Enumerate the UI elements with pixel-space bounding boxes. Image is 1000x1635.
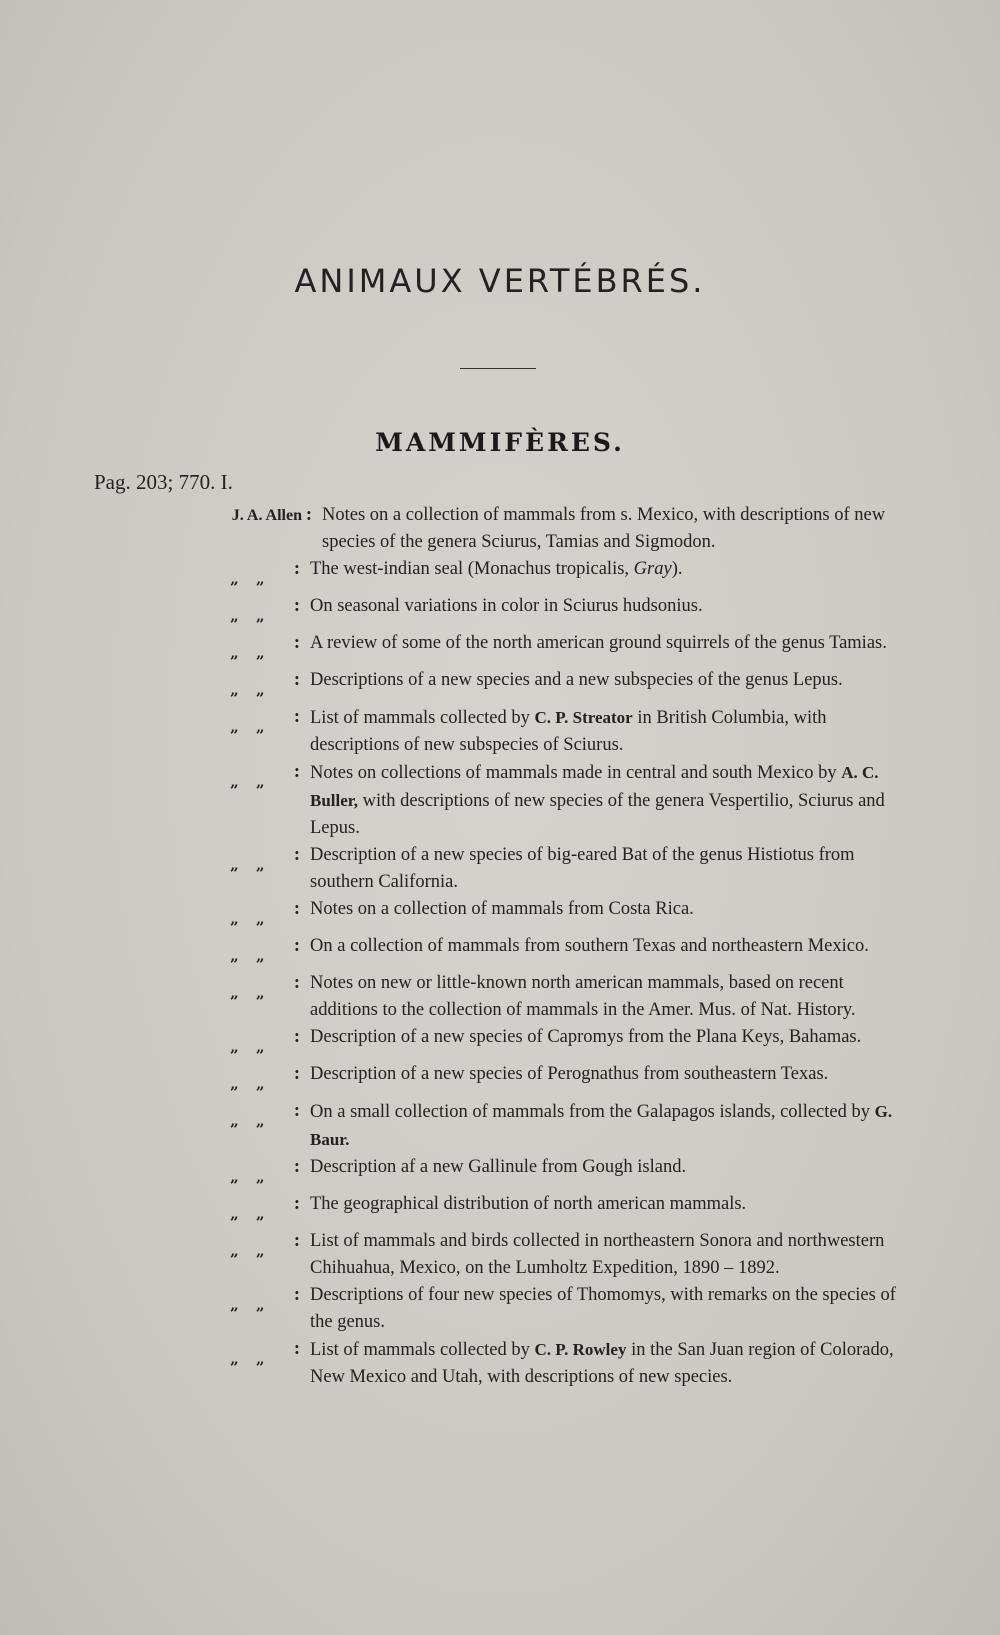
ditto-mark: „ (256, 773, 264, 791)
bibliography-entry (90, 556, 910, 593)
ditto-marks (90, 667, 290, 704)
bibliography-entry (90, 630, 910, 667)
bibliography-entry (90, 1282, 910, 1336)
ditto-mark: „ (230, 1038, 238, 1056)
section-heading: MAMMIFÈRES. (375, 428, 625, 457)
ditto-mark: „ (256, 1350, 264, 1368)
separator-colon: : (293, 845, 301, 865)
entry-title (304, 667, 910, 694)
bibliography-entry (90, 593, 910, 630)
author-name: J. A. Allen (231, 507, 302, 524)
ditto-marks (90, 556, 290, 593)
ditto-mark: „ (256, 607, 264, 625)
ditto-marks (90, 1098, 290, 1135)
entry-title (304, 704, 910, 759)
ditto-mark: „ (256, 1296, 264, 1314)
separator-colon: : (293, 762, 301, 782)
ditto-marks (90, 970, 290, 1007)
bibliography-entry (90, 667, 910, 704)
entry-text: List of mammals and birds collected in northeastern Sonora and northwestern Chihuahua, Mexico, on the Lumholtz Expedition, 1890 – 1892. (310, 1231, 885, 1278)
entry-title (304, 1228, 910, 1282)
collector-name: G. Baur. (310, 1102, 893, 1149)
separator-colon: : (293, 1231, 301, 1251)
page-reference: Pag. 203; 770. I. (94, 470, 233, 494)
ditto-marks (90, 896, 290, 933)
entry-text: in British Columbia, with descriptions of new subspecies of Sciurus. (310, 708, 827, 755)
ditto-marks (90, 933, 290, 970)
bibliography-entry (90, 1336, 910, 1391)
ditto-marks (90, 1228, 290, 1265)
entry-text: Description of a new species of Capromys from the Plana Keys, Bahamas. (310, 1027, 862, 1047)
separator-colon: : (293, 1157, 301, 1177)
ditto-mark: „ (230, 1112, 238, 1130)
separator-colon: : (293, 1194, 301, 1214)
entry-title (304, 1282, 910, 1336)
ditto-mark: „ (230, 1075, 238, 1093)
entry-title (304, 842, 910, 896)
ditto-marks (90, 1061, 290, 1098)
bibliography-entry (90, 1061, 910, 1098)
bibliography-entry (90, 933, 910, 970)
bibliography-entry (90, 1228, 910, 1282)
ditto-marks (90, 842, 290, 879)
bibliography-entry (90, 842, 910, 896)
entry-text: Notes on collections of mammals made in central and south Mexico by (310, 763, 842, 783)
ditto-marks (90, 1191, 290, 1228)
entry-title (304, 759, 910, 842)
ditto-marks (90, 593, 290, 630)
ditto-marks (90, 704, 290, 741)
entry-text: Descriptions of four new species of Thomomys, with remarks on the species of the genus. (310, 1285, 896, 1332)
ditto-mark: „ (230, 984, 238, 1002)
ditto-mark: „ (256, 1075, 264, 1093)
ditto-marks (90, 1282, 290, 1319)
ditto-mark: „ (230, 910, 238, 928)
ditto-mark: „ (256, 644, 264, 662)
entry-text: The west-indian seal (Monachus tropicalis, (310, 559, 634, 579)
bibliography-list (90, 502, 910, 1391)
entry-text: Notes on new or little-known north american mammals, based on recent additions to the collection of mammals in the Amer. Mus. of Nat. History. (310, 973, 856, 1020)
entry-title (304, 593, 910, 620)
collector-name: C. P. Rowley (534, 1340, 627, 1359)
ditto-mark: „ (230, 856, 238, 874)
ditto-mark: „ (230, 1296, 238, 1314)
collector-name: A. C. Buller, (310, 763, 879, 810)
ditto-mark: „ (256, 984, 264, 1002)
entry-text: Descriptions of a new species and a new subspecies of the genus Lepus. (310, 670, 843, 690)
separator-colon: : (293, 1339, 301, 1359)
separator-colon: : (293, 936, 301, 956)
entry-text: Notes on a collection of mammals from s. Mexico, with descriptions of new species of the genera Sciurus, Tamias and Sigmodon. (322, 505, 886, 552)
page-title: ANIMAUX VERTÉBRÉS. (294, 262, 706, 300)
entry-text: Description of a new species of Perognathus from southeastern Texas. (310, 1064, 829, 1084)
ditto-mark: „ (230, 1168, 238, 1186)
ditto-mark: „ (230, 1350, 238, 1368)
entry-text: The geographical distribution of north american mammals. (310, 1194, 747, 1214)
entry-title (304, 556, 910, 583)
bibliography-entry (90, 704, 910, 759)
ditto-mark: „ (256, 570, 264, 588)
ditto-mark: „ (256, 1038, 264, 1056)
entry-text: List of mammals collected by (310, 708, 535, 728)
separator-colon: : (293, 899, 301, 919)
ditto-mark: „ (230, 718, 238, 736)
entry-title (304, 1098, 910, 1154)
entry-title (304, 1336, 910, 1391)
separator-colon: : (293, 596, 301, 616)
ditto-mark: „ (230, 1205, 238, 1223)
separator-colon: : (293, 1285, 301, 1305)
ditto-marks (90, 759, 290, 796)
ditto-marks (90, 1154, 290, 1191)
ditto-marks (90, 1336, 290, 1373)
ditto-mark: „ (256, 856, 264, 874)
bibliography-entry (90, 1154, 910, 1191)
separator-colon: : (293, 1101, 301, 1121)
entry-title (304, 630, 910, 657)
entry-title (304, 1191, 910, 1218)
ditto-mark: „ (256, 718, 264, 736)
bibliography-entry (90, 1024, 910, 1061)
entry-text: with descriptions of new species of the genera Vespertilio, Sciurus and Lepus. (310, 791, 885, 838)
entry-text: Description af a new Gallinule from Gough island. (310, 1157, 687, 1177)
separator-colon: : (293, 707, 301, 727)
separator-colon: : (293, 559, 301, 579)
entry-text: in the San Juan region of Colorado, New Mexico and Utah, with descriptions of new species. (310, 1340, 894, 1387)
ditto-mark: „ (256, 947, 264, 965)
ditto-mark: „ (256, 1168, 264, 1186)
entry-title (304, 933, 910, 960)
ditto-mark: „ (230, 644, 238, 662)
entry-text: On a small collection of mammals from the Galapagos islands, collected by (310, 1102, 875, 1122)
separator-colon: : (293, 670, 301, 690)
ditto-marks (90, 630, 290, 667)
ditto-mark: „ (256, 681, 264, 699)
ditto-mark: „ (230, 1242, 238, 1260)
entry-title (316, 502, 910, 556)
bibliography-entry (90, 970, 910, 1024)
entry-italic: Gray (633, 559, 672, 579)
ditto-mark: „ (230, 570, 238, 588)
ditto-mark: „ (230, 681, 238, 699)
entry-text: On a collection of mammals from southern Texas and northeastern Mexico. (310, 936, 869, 956)
separator-colon: : (293, 1027, 301, 1047)
entry-text: List of mammals collected by (310, 1340, 535, 1360)
ditto-mark: „ (230, 607, 238, 625)
ditto-mark: „ (256, 910, 264, 928)
bibliography-entry (90, 896, 910, 933)
title-divider (460, 368, 536, 369)
separator-colon: : (293, 1064, 301, 1084)
entry-title (304, 970, 910, 1024)
separator-colon: : (293, 973, 301, 993)
ditto-mark: „ (256, 1112, 264, 1130)
entry-title (304, 1061, 910, 1088)
entry-text: Notes on a collection of mammals from Costa Rica. (310, 899, 694, 919)
entry-title (304, 896, 910, 923)
entry-text: ). (671, 559, 683, 579)
ditto-mark: „ (256, 1242, 264, 1260)
ditto-mark: „ (230, 947, 238, 965)
bibliography-entry (90, 759, 910, 842)
bibliography-entry (90, 1191, 910, 1228)
separator-colon: : (305, 505, 313, 525)
ditto-mark: „ (256, 1205, 264, 1223)
bibliography-entry (90, 1098, 910, 1154)
entry-text: On seasonal variations in color in Sciurus hudsonius. (310, 596, 703, 616)
ditto-marks (90, 1024, 290, 1061)
entry-text: Description of a new species of big-eared Bat of the genus Histiotus from southern California. (310, 845, 855, 892)
collector-name: C. P. Streator (534, 708, 633, 727)
bibliography-entry (90, 502, 910, 556)
entry-title (304, 1154, 910, 1181)
separator-colon: : (293, 633, 301, 653)
entry-title (304, 1024, 910, 1051)
ditto-mark: „ (230, 773, 238, 791)
entry-text: A review of some of the north american ground squirrels of the genus Tamias. (310, 633, 887, 653)
